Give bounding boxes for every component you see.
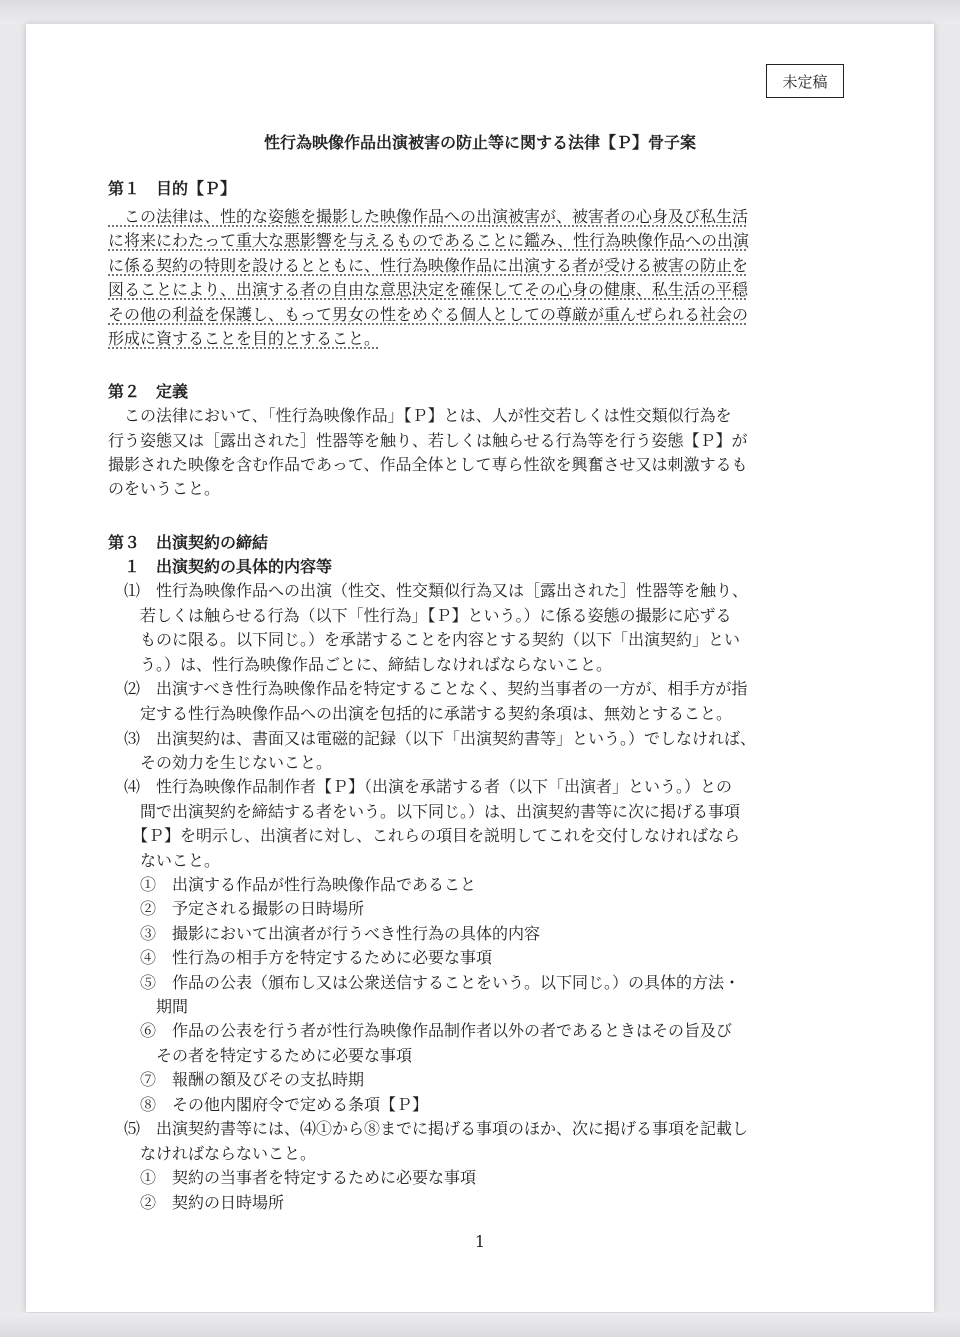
text-line: 期間 <box>108 997 189 1016</box>
text-line: ⑶ 出演契約は、書面又は電磁的記録（以下「出演契約書等」という。）でしなければ、 <box>108 729 757 748</box>
text-line: ⑵ 出演すべき性行為映像作品を特定することなく、契約当事者の一方が、相手方が指 <box>108 679 748 698</box>
text-line: に係る契約の特則を設けるとともに、性行為映像作品に出演する者が受ける被害の防止を <box>108 256 749 275</box>
text-line: なければならないこと。 <box>108 1144 317 1163</box>
text-line: ⑤ 作品の公表（頒布し又は公衆送信することをいう。以下同じ。）の具体的方法・ <box>108 973 741 992</box>
page-number: 1 <box>474 1232 486 1251</box>
text-line: この法律において、「性行為映像作品」【Ｐ】とは、人が性交若しくは性交類似行為を <box>108 406 732 425</box>
text-line: ないこと。 <box>108 851 221 870</box>
text-line: その他の利益を保護し、もって男女の性をめぐる個人としての尊厳が重んぜられる社会の <box>108 305 749 324</box>
text-line: ② 契約の日時場所 <box>108 1193 285 1212</box>
text-line: ⑴ 性行為映像作品への出演（性交、性交類似行為又は［露出された］性器等を触り、 <box>108 581 749 600</box>
text-line: この法律は、性的な姿態を撮影した映像作品への出演被害が、被害者の心身及び私生活 <box>108 207 749 226</box>
text-line: その効力を生じないこと。 <box>108 753 333 772</box>
text-line: ⑦ 報酬の額及びその支払時期 <box>108 1070 365 1089</box>
section-heading: 第２ 定義 <box>108 382 189 401</box>
section-heading: １ 出演契約の具体的内容等 <box>108 557 333 576</box>
text-line: 定する性行為映像作品への出演を包括的に承諾する契約条項は、無効とすること。 <box>108 704 733 723</box>
text-line: のをいうこと。 <box>108 479 221 498</box>
text-line: 図ることにより、出演する者の自由な意思決定を確保してその心身の健康、私生活の平穏 <box>108 280 749 299</box>
draft-badge: 未定稿 <box>766 64 844 98</box>
document-page <box>26 24 934 1312</box>
text-line: ⑥ 作品の公表を行う者が性行為映像作品制作者以外の者であるときはその旨及び <box>108 1021 733 1040</box>
text-line: ⑷ 性行為映像作品制作者【Ｐ】（出演を承諾する者（以下「出演者」という。）との <box>108 777 733 796</box>
viewer-top-band <box>0 0 960 24</box>
text-line: ③ 撮影において出演者が行うべき性行為の具体的内容 <box>108 924 541 943</box>
text-line: う。）は、性行為映像作品ごとに、締結しなければならないこと。 <box>108 655 613 674</box>
text-line: 間で出演契約を締結する者をいう。以下同じ。）は、出演契約書等に次に掲げる事項 <box>108 802 741 821</box>
text-line: ものに限る。以下同じ。）を承諾することを内容とする契約（以下「出演契約」とい <box>108 630 741 649</box>
text-line: 【Ｐ】を明示し、出演者に対し、これらの項目を説明してこれを交付しなければなら <box>108 826 741 845</box>
text-line: に将来にわたって重大な悪影響を与えるものであることに鑑み、性行為映像作品への出演 <box>108 231 749 250</box>
text-line: その者を特定するために必要な事項 <box>108 1046 413 1065</box>
section-heading: 第１ 目的【Ｐ】 <box>108 179 237 198</box>
text-line: ⑧ その他内閣府令で定める条項【Ｐ】 <box>108 1095 429 1114</box>
text-line: 行う姿態又は［露出された］性器等を触り、若しくは触らせる行為等を行う姿態【Ｐ】が <box>108 431 748 450</box>
text-line: ② 予定される撮影の日時場所 <box>108 899 365 918</box>
text-line: 撮影された映像を含む作品であって、作品全体として専ら性欲を興奮させ又は刺激するも <box>108 455 748 474</box>
text-line: ④ 性行為の相手方を特定するために必要な事項 <box>108 948 493 967</box>
viewer-bottom-band <box>0 1313 960 1337</box>
text-line: ① 契約の当事者を特定するために必要な事項 <box>108 1168 477 1187</box>
section-heading: 第３ 出演契約の締結 <box>108 533 269 552</box>
text-line: ⑸ 出演契約書等には、⑷①から⑧までに掲げる事項のほか、次に掲げる事項を記載し <box>108 1119 749 1138</box>
text-line: 若しくは触らせる行為（以下「性行為」【Ｐ】という。）に係る姿態の撮影に応ずる <box>108 606 732 625</box>
text-line: 形成に資することを目的とすること。 <box>108 329 381 348</box>
text-line: ① 出演する作品が性行為映像作品であること <box>108 875 477 894</box>
document-title: 性行為映像作品出演被害の防止等に関する法律【Ｐ】骨子案 <box>263 133 696 152</box>
